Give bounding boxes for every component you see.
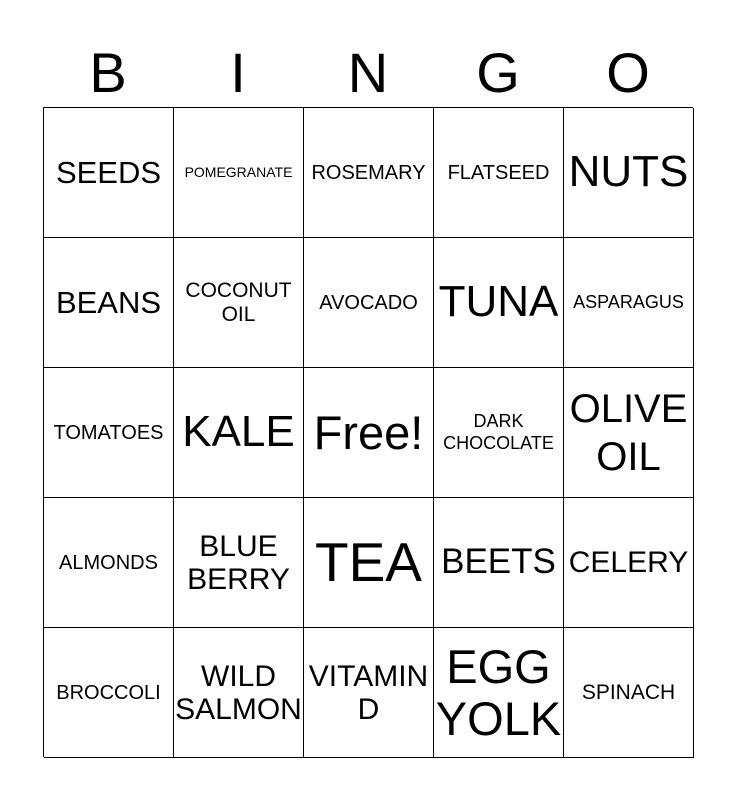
bingo-cell[interactable] [434,628,564,758]
bingo-cell[interactable] [434,498,564,628]
cell-label: BEETS [441,542,556,582]
bingo-cell[interactable] [174,498,304,628]
cell-label: BROCCOLI [56,681,161,704]
bingo-cell[interactable] [564,628,694,758]
bingo-board [43,107,693,757]
cell-label: FLATSEED [447,161,550,184]
cell-label: WILD SALMON [175,659,302,726]
bingo-cell[interactable] [304,238,434,368]
bingo-cell[interactable] [434,368,564,498]
free-space[interactable] [304,368,434,498]
bingo-cell[interactable] [304,498,434,628]
cell-label: TEA [315,531,422,593]
bingo-cell[interactable] [434,238,564,368]
header-letter-o: O [606,41,650,104]
bingo-cell[interactable] [44,628,174,758]
cell-label: VITAMIN D [308,659,429,726]
cell-label: EGG YOLK [435,639,562,745]
bingo-cell[interactable] [304,628,434,758]
cell-label: SEEDS [55,154,162,190]
bingo-cell[interactable] [44,238,174,368]
bingo-cell[interactable] [564,498,694,628]
cell-label: ROSEMARY [311,161,426,184]
cell-label: POMEGRANATE [184,164,293,181]
header-letter-i: I [230,41,246,104]
cell-label: TUNA [438,277,559,327]
header-letter-g: G [476,41,520,104]
bingo-cell[interactable] [174,108,304,238]
bingo-cell[interactable] [174,238,304,368]
cell-label: SPINACH [581,680,676,704]
free-space-label: Free! [313,405,424,459]
bingo-cell[interactable] [44,108,174,238]
cell-label: KALE [182,407,295,457]
cell-label: BLUE BERRY [187,529,290,596]
cell-label: TOMATOES [53,421,164,444]
bingo-cell[interactable] [174,628,304,758]
header-letter-n: N [347,41,389,104]
cell-label: BEANS [55,284,162,320]
cell-label: OLIVE OIL [569,386,688,479]
bingo-cell[interactable] [434,108,564,238]
bingo-cell[interactable] [564,238,694,368]
cell-label: NUTS [568,147,689,197]
cell-label: COCONUT OIL [185,278,292,326]
cell-label: ALMONDS [59,551,158,574]
bingo-cell[interactable] [564,108,694,238]
cell-label: DARK CHOCOLATE [443,410,554,453]
cell-label: CELERY [568,546,689,579]
bingo-cell[interactable] [564,368,694,498]
bingo-cell[interactable] [44,498,174,628]
bingo-header [43,38,693,108]
header-letter-b: B [89,41,127,104]
cell-label: AVOCADO [319,291,418,314]
bingo-cell[interactable] [174,368,304,498]
cell-label: ASPARAGUS [573,291,684,312]
bingo-cell[interactable] [304,108,434,238]
bingo-cell[interactable] [44,368,174,498]
